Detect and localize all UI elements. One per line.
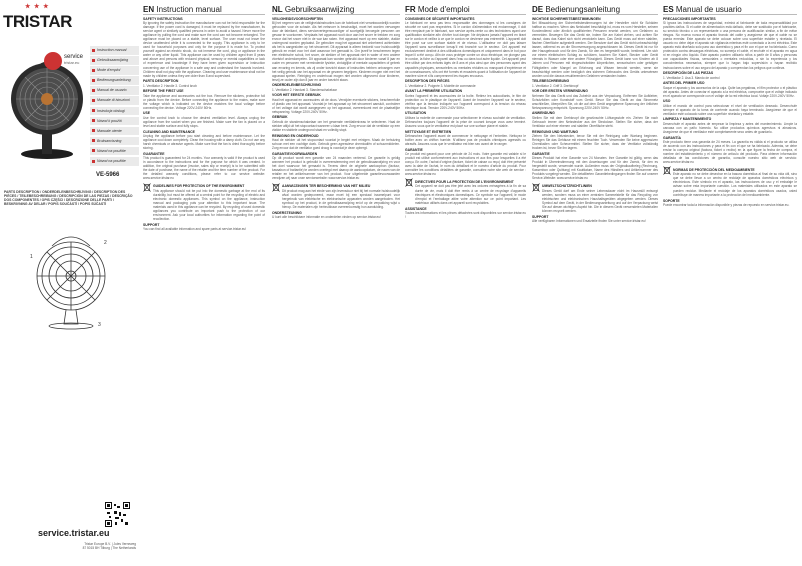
- qr-code: [105, 502, 130, 527]
- column-title: [532, 0, 658, 15]
- brand-logo: ★ ★ ★ TRISTAR: [3, 4, 72, 31]
- svg-text:3: 3: [98, 322, 101, 328]
- language-tab[interactable]: Mode d'emploi: [90, 66, 139, 75]
- section-heading: UTILISATION: [405, 111, 427, 116]
- language-column-fr: [405, 0, 526, 566]
- section-heading: BEFORE THE FIRST USE: [143, 89, 184, 94]
- crossed-bin-icon: [143, 183, 151, 192]
- section-heading: SAFETY INSTRUCTIONS: [143, 16, 183, 21]
- service-label: service tristar.eu: [64, 54, 84, 65]
- section-text: 1. Ventilador 2. Asa 3. Mando de control: [663, 75, 720, 80]
- section-heading: NETTOYAGE ET ENTRETIEN: [405, 129, 452, 134]
- manual-title: Manual de usuario: [673, 5, 742, 14]
- section-heading: GEBRUIK: [272, 115, 288, 120]
- section-heading: CONSIGNES DE SÉCURITÉ IMPORTANTES: [405, 16, 475, 21]
- model-number: VE-5966: [96, 172, 120, 178]
- section-heading: VOR DER ERSTEN VERWENDUNG: [532, 89, 588, 94]
- section-heading: ONDERDELENBESCHRIJVING: [272, 83, 322, 88]
- section-text: Unplug the appliance before you start cleaning and before maintenance. Let the appliance cool down completely. Clean the housing with a damp cloth. Do not use any harsh chemicals or abrasive agents. Make sure that the fan is dried thoroughly before storing.: [143, 134, 265, 151]
- section-heading: ANTES DEL PRIMER USO: [663, 81, 705, 86]
- section-heading: NORMAS DE PROTECCIÓN DEL MEDIOAMBIENTE: [673, 167, 755, 172]
- section-heading: SOPORTE: [663, 198, 680, 203]
- section-text: Alle verfügbaren Informationen und Ersatzteile finden Sie unter service.tristar.eu!: [532, 219, 646, 224]
- section-text: Utilice el mando de control para seleccionar el nivel de ventilación deseado. Desenchufe siempre el aparato de la toma de corriente cuando haya terminado. Asegúrese de que el ventilador esté colocado sobre una superficie nivelada y estable.: [663, 103, 797, 116]
- section-text: Bei Missachtung der Sicherheitsbestimmungen ist der Hersteller nicht für Schäden haftbar zu machen. Wenn das Netzkabel beschädigt ist, muss es vom Hersteller, seinem Kundendienst oder ähnlich qualifizierten Personen ersetzt werden, um Gefahren zu vermeiden. Bewegen Sie das Gerät nie, indem Sie am Kabel ziehen, und achten Sie darauf, dass das Kabel sich nicht verwickeln kann. Das Gerät muss auf einer stabilen, flachen Oberfläche aufgestellt werden. Der Benutzer darf das Gerät nicht unbeaufsichtigt lassen, während es an die Stromversorgung angeschlossen ist. Dieses Gerät ist nur für den Hausgebrauch und für den Zweck, für den es hergestellt wurde, bestimmt. Um sich vor einem elektrischen Schlag zu schützen, tauchen Sie Kabel, Stecker oder Gerät niemals in Wasser oder eine andere Flüssigkeit. Dieses Gerät kann von Kindern ab 8 Jahren und Personen mit eingeschränkten körperlichen, sensorischen oder geistigen Fähigkeiten oder Mangel an Erfahrung und Wissen benutzt werden, wenn sie beaufsichtigt werden oder bezüglich des sicheren Gebrauchs des Geräts unterwiesen wurden und die daraus resultierenden Gefahren verstanden haben.: [532, 21, 658, 78]
- section-heading: GARANTIE: [405, 147, 423, 152]
- language-tab[interactable]: Instruction manual: [90, 46, 139, 55]
- manual-title: Mode d'emploi: [415, 5, 470, 14]
- section-text: Haal de stekker uit het stopcontact voordat je begint met reinigen. Maak de behuizing schoon met een vochtige doek. Gebruik geen agressieve chemicaliën of schuurmiddelen. Zorg ervoor dat de ventilator goed droog is voordat je deze opbergt.: [272, 138, 400, 151]
- section-heading: GUIDELINES FOR PROTECTION OF THE ENVIRONMENT: [153, 184, 245, 188]
- manual-title: Gebruiksaanwijzing: [282, 5, 355, 14]
- section-text: Cet appareil ne doit pas être jeté avec les ordures ménagères à la fin de sa durée de vie, mais il doit être remis à un centre de recyclage d'appareils électriques et électroniques domestiques. Ce symbole sur l'appareil, le mode d'emploi et l'emballage attire votre attention sur ce point important. Les matériaux utilisés dans cet appareil sont recyclables.: [415, 184, 526, 205]
- footer-address: Tristar Europe B.V. | Jules Verneweg 87 5015 BH Tilburg | The Netherlands: [82, 542, 136, 550]
- language-tab[interactable]: Instrukcja obsługi: [90, 107, 139, 116]
- language-code: EN: [143, 5, 155, 14]
- section-text: Puede encontrar toda la información disponible y piezas de repuesto en service.tristar.eu.: [663, 203, 790, 208]
- environment-text: [282, 183, 400, 210]
- flag-icon: [92, 160, 95, 163]
- section-text: Ziehen Sie den Netzstecker, bevor Sie mit der Reinigung oder Wartung beginnen. Reinigen Sie das Gehäuse mit einem feuchten Tuch. Verwenden Sie keine aggressiven Chemikalien oder Scheuermittel. Stellen Sie sicher, dass der Ventilator vollständig trocken ist, bevor Sie ihn lagern.: [532, 134, 658, 151]
- column-body: [272, 17, 400, 220]
- language-column-es: [663, 0, 797, 566]
- section-heading: LIMPIEZA Y MANTENIMIENTO: [663, 117, 712, 122]
- section-heading: REINIGUNG UND WARTUNG: [532, 129, 578, 134]
- column-title: [405, 0, 526, 15]
- section-heading: SUPPORT: [532, 214, 549, 219]
- section-heading: ONDERSTEUNING: [272, 210, 302, 215]
- section-text: Bij het negeren van de veiligheidsinstructies kan de fabrikant niet verantwoordelijk worden gehouden voor de schade. Als het netsnoer is beschadigd, moet het worden vervangen door de fabrikant, diens servicevertegenwoordiger of soortgelijk bevoegde personen om gevaar te voorkomen. Verplaats het apparaat nooit door aan het snoer te trekken en zorg ervoor dat het snoer niet in de war kan raken. Het apparaat moet op een stabiele, vlakke ondergrond worden geplaatst. De gebruiker mag het apparaat niet onbeheerd achterlaten als het is aangesloten op het stroomnet. Dit apparaat is alleen bedoeld voor huishoudelijk gebruik en enkel voor het doel waarvoor het gemaakt is. Om jezelf te beschermen tegen een elektrische schok, het snoer, de stekker of het apparaat niet in water of een andere vloeistof onderdompelen. Dit apparaat kan worden gebruikt door kinderen vanaf 8 jaar en ouder en personen met verminderde fysieke, zintuiglijke of mentale capaciteiten of gebrek aan ervaring en kennis, als zij onder toezicht staan of instructies hebben ontvangen over het veilig gebruik van het apparaat en de gevaren begrijpen. Kinderen mogen niet met het apparaat spelen. Reiniging en onderhoud mogen niet worden uitgevoerd door kinderen, tenzij ze ouder zijn dan 8 jaar en onder toezicht staan.: [272, 21, 400, 82]
- environment-text: [542, 183, 658, 214]
- section-heading: DESCRIPTION DES PIÈCES: [405, 79, 450, 84]
- svg-text:1: 1: [30, 254, 33, 260]
- environment-block: [663, 166, 797, 197]
- parts-description-title: PARTS DESCRIPTION / ONDERDELENBESCHRIJVING / DESCRIPTION DES PIÈCES / TEILEBESCHREIBUNG / DESCRIPCIÓN DE LAS PIEZAS / DESCRIÇÃO DOS COMPONENTES / OPIS CZĘŚCI / DESCRIZIONE DELLE PARTI / BESKRIVNING AV DELAR / POPIS SOUČÁSTÍ / POPIS SÚČASTÍ: [4, 190, 133, 207]
- crossed-bin-icon: [272, 183, 280, 192]
- language-tab[interactable]: Bruksanvisning: [90, 137, 139, 146]
- section-text: Toutes les informations et les pièces détachées sont disponibles sur service.tristar.eu !: [405, 211, 526, 220]
- section-text: 1. Ventilator 2. Griff 3. Drehknopf: [532, 83, 579, 88]
- language-code: NL: [272, 5, 283, 14]
- flag-icon: [92, 79, 95, 82]
- section-text: 1. Ventilateur 2. Poignée 3. Molette de commande: [405, 83, 476, 88]
- language-column-nl: [272, 0, 400, 566]
- crossed-bin-icon: [405, 178, 413, 187]
- section-heading: PARTS DESCRIPTION: [143, 79, 179, 84]
- environment-block: [143, 183, 265, 222]
- flag-icon: [92, 129, 95, 132]
- language-column-en: [143, 0, 265, 566]
- column-body: [405, 17, 526, 220]
- language-code: ES: [663, 5, 674, 14]
- section-text: 1. Ventilator 2. Handle 3. Control knob: [143, 83, 197, 88]
- section-heading: VOOR HET EERSTE GEBRUIK: [272, 93, 321, 98]
- section-text: Gebruik de standenschakelaar om het gewenste ventilatieniveau te selecteren. Haal de stekker altijd uit het stopcontact wanneer u klaar bent. Zorg ervoor dat de ventilator op een vlakke en stabiele ondergrond staat en volledig stopt.: [272, 119, 400, 133]
- section-text: Le fabricant ne sera pas tenu responsable des dommages si les consignes de sécurité ne sont pas respectées. Si le cordon d'alimentation est endommagé, il doit être remplacé par le fabricant, son service après-vente ou des techniciens ayant une qualification similaire afin d'éviter tout danger. Ne déplacez jamais l'appareil en tirant sur le cordon et veillez à ce que le cordon ne devienne pas entremêlé. L'appareil doit être posé sur une surface stable et de niveau. L'utilisateur ne doit pas laisser l'appareil sans surveillance lorsqu'il est branché sur le secteur. Cet appareil est exclusivement destiné à des utilisations domestiques et uniquement dans le but pour lequel il a été conçu. Afin de vous protéger contre un choc électrique, ne plongez pas le cordon, la fiche ou l'appareil dans l'eau ou dans tout autre liquide. Cet appareil peut être utilisé par des enfants âgés de 8 ans et plus ainsi que des personnes ayant des capacités physiques, sensorielles ou mentales réduites ou manquant d'expérience et de connaissances, s'ils ont été formés et encadrés quant à l'utilisation de l'appareil de manière sûre et s'ils comprennent les risques encourus.: [405, 21, 526, 78]
- section-text: Use the control knob to choose the desired ventilation level. Always unplug the appliance from the socket when you are finished. Make sure the fan is placed on a level and stable surface and fully stops.: [143, 115, 265, 128]
- column-body: [143, 17, 265, 232]
- section-heading: USE: [143, 111, 150, 116]
- section-text: Dit product mag aan het einde van zijn levensduur niet bij het normale huishoudelijk afval worden gedeponeerd, maar moet bij een speciaal inzamelpunt voor hergebruik van elektrische en elektronische apparaten worden aangeboden. Het symbool op het product, in de gebruiksaanwijzing en/of op de verpakking wijst u hierop. De materialen zijn herbruikbaar overeenkomstig hun aanduiding.: [282, 188, 400, 209]
- flag-icon: [92, 119, 95, 122]
- section-text: Ce produit est garanti pour une période de 24 mois. Votre garantie est valable si le produit est utilisé conformément aux instructions et aux fins pour lesquelles il a été conçu. En outre, l'achat d'origine (facture, ticket de caisse ou reçu) doit être présenté avec la date de l'achat, le nom du détaillant et le numéro d'article du produit. Pour connaître les conditions détaillées de garantie, consultez notre site web de service : www.service.tristar.eu: [405, 152, 526, 177]
- section-text: Este aparato no se debe desechar en la basura doméstica al final de su vida útil, sino que se debe llevar a un centro de reciclaje de aparatos domésticos eléctricos y electrónicos. Este símbolo en el aparato, las instrucciones de uso y el embalaje le avisan sobre esta importante cuestión. Los materiales utilizados en este aparato se pueden reciclar. Mediante el reciclaje de los aparatos domésticos usados, usted contribuye de manera importante a la protección del medioambiente.: [673, 172, 797, 197]
- flag-icon: [92, 99, 95, 102]
- language-tab[interactable]: Návod k použití: [90, 117, 139, 126]
- manual-title: Bedienungsanleitung: [543, 5, 621, 14]
- section-heading: AVANT LA PREMIÈRE UTILISATION: [405, 89, 463, 94]
- flag-icon: [92, 69, 95, 72]
- section-heading: WICHTIGE SICHERHEITSBESTIMMUNGEN: [532, 16, 601, 21]
- section-heading: ASSISTANCE: [405, 206, 427, 211]
- section-text: This appliance should not be put into the domestic garbage at the end of its durability, but must be offered at a central point for the recycling of electric and electronic domestic appliances. This symbol on the appliance, instruction manual and packaging puts your attention to this important issue. The materials used in this appliance can be recycled. By recycling of used domestic appliances you contribute an important push to the protection of our environment. Ask your local authorities for information regarding the point of recollection.: [153, 188, 265, 221]
- section-heading: REINIGING EN ONDERHOUD: [272, 133, 319, 138]
- column-body: [663, 17, 797, 208]
- section-text: 1. Ventilator 2. Handvat 3. Standenschakelaar: [272, 87, 337, 92]
- language-tab[interactable]: Manual de usuario: [90, 86, 139, 95]
- section-heading: UMWELTSCHUTZRICHTLINIEN: [542, 184, 592, 188]
- section-text: Take the appliance and accessories out the box. Remove the stickers, protective foil or plastic from the device. Before connecting the appliance to the mains, make sure the voltage which is indicated on the device matches the local voltage before connecting the device. Voltage 220V-240V 50Hz.: [143, 93, 265, 110]
- service-badge-icon: [44, 52, 62, 70]
- flag-icon: [92, 139, 95, 142]
- column-body: [532, 17, 658, 224]
- section-heading: AANWIJZINGEN TER BESCHERMING VAN HET MILIEU: [282, 184, 371, 188]
- flag-icon: [92, 109, 95, 112]
- section-text: Desenchufe el aparato antes de empezar la limpieza y antes del mantenimiento. Limpie la carcasa con un paño húmedo. No utilice productos químicos agresivos ni abrasivos. Asegúrese de que el ventilador esté completamente seco antes de guardarlo.: [663, 121, 797, 134]
- section-text: This product is guaranteed for 24 months. Your warranty is valid if the product is used in accordance to the instructions and for the purpose for which it was created. In addition, the original purchase (invoice, sales slip or receipt) is to be submitted with the date of purchase, the name of the retailer and the item number of the product. For the detailed warranty conditions, please refer to our service website: www.service.tristar.eu: [143, 156, 265, 181]
- flag-icon: [92, 59, 95, 62]
- section-heading: CLEANING AND MAINTENANCE: [143, 129, 195, 134]
- flag-icon: [92, 149, 95, 152]
- environment-text: [673, 166, 797, 197]
- section-text: Sortez l'appareil et les accessoires de la boîte. Retirez les autocollants, le film de protection ou le plastique de l'appareil. Avant de brancher l'appareil sur le secteur, vérifiez que la tension indiquée sur l'appareil correspond à la tension du réseau électrique local. Tension 220V-240V 50Hz.: [405, 93, 526, 110]
- fan-line-drawing: [22, 228, 120, 332]
- section-text: Nehmen Sie das Gerät und das Zubehör aus der Verpackung. Entfernen Sie Aufkleber, Schutzfolien oder Kunststoff vom Gerät. Bevor Sie das Gerät an das Stromnetz anschließen, überprüfen Sie, ob die auf dem Gerät angegebene Spannung der örtlichen Netzspannung entspricht. Spannung 220V-240V 50Hz.: [532, 93, 658, 110]
- language-tab[interactable]: Návod na použitie: [90, 147, 139, 156]
- column-title: [663, 0, 797, 15]
- language-tab[interactable]: Gebruiksaanwijzing: [90, 56, 139, 65]
- crossed-bin-icon: [663, 166, 671, 175]
- section-heading: SUPPORT: [143, 222, 160, 227]
- section-heading: DESCRIPCIÓN DE LAS PIEZAS: [663, 71, 714, 76]
- section-heading: GARANTIE: [532, 151, 550, 156]
- section-text: Este producto tiene una garantía de 24 meses. La garantía es válida si el producto se utiliza de acuerdo con las instrucciones y para el fin con el que se ha fabricado. Además, se debe enviar la compra original (factura, ticket o recibo) en la que figure la fecha de compra, el nombre del establecimiento y el número de artículo del producto. Para obtener información detallada de las condiciones de garantía, consulte nuestro sitio web de servicio: www.service.tristar.eu: [663, 140, 797, 165]
- section-heading: GARANTIEVOORWAARDEN: [272, 151, 318, 156]
- section-text: Stellen Sie mit dem Drehknopf die gewünschte Lüftungsstufe ein. Ziehen Sie nach Gebrauch immer den Netzstecker aus der Steckdose. Stellen Sie sicher, dass der Ventilator auf einer ebenen und stabilen Oberfläche steht.: [532, 115, 658, 128]
- environment-block: [272, 183, 400, 210]
- column-title: [272, 0, 400, 15]
- section-text: Dieses Produkt hat eine Garantie von 24 Monaten. Ihre Garantie ist gültig, wenn das Produkt in Übereinstimmung mit den Anweisungen und für den Zweck, für den es hergestellt wurde, verwendet wurde. Außerdem muss der Originalkaufbeleg (Rechnung, Kassenbon oder Quittung) mit Kaufdatum, Name des Händlers und Artikelnummer des Produkts vorgelegt werden. Die detaillierten Garantiebedingungen finden Sie auf unserer Service-Website: www.service.tristar.eu: [532, 156, 658, 181]
- section-heading: TEILEBESCHREIBUNG: [532, 79, 570, 84]
- section-heading: GUARANTEE: [143, 151, 165, 156]
- language-code: DE: [532, 5, 544, 14]
- environment-text: [415, 178, 526, 205]
- environment-text: [153, 183, 265, 222]
- footer-service-url[interactable]: service.tristar.eu: [38, 528, 110, 538]
- section-heading: DIRECTIVES POUR LA PROTECTION DE L'ENVIRONNEMENT: [415, 179, 514, 184]
- language-tab[interactable]: Manuale di istruzioni: [90, 96, 139, 105]
- column-title: [143, 0, 265, 15]
- section-text: U kunt alle beschikbare informatie en onderdelen vinden op service.tristar.eu!: [272, 215, 381, 220]
- section-text: Haal het apparaat en accessoires uit de doos. Verwijder eventuele stickers, beschermfolie of plastic van het apparaat. Voordat je het apparaat op het stroomnet aansluit, controleer of het voltage dat wordt aangegeven op het apparaat, overeenkomt met de plaatselijke netspanning. Voltage 220V-240V 50Hz.: [272, 97, 400, 114]
- section-text: Dieses Gerät darf am Ende seiner Lebensdauer nicht im Hausmüll entsorgt werden, sondern muss an einer zentralen Sammelstelle für das Recycling von elektrischen und elektronischen Haushaltsgeräten abgegeben werden. Dieses Symbol auf dem Gerät, in der Bedienungsanleitung und auf der Verpackung weist Sie auf diesen wichtigen Aspekt hin. Die in diesem Gerät verwendeten Materialien können recycelt werden.: [542, 188, 658, 213]
- section-text: You can find all available information and spare parts at service.tristar.eu!: [143, 227, 247, 232]
- language-code: FR: [405, 5, 416, 14]
- environment-block: [405, 178, 526, 205]
- section-heading: GARANTÍA: [663, 135, 681, 140]
- svg-text:2: 2: [104, 240, 107, 246]
- environment-block: [532, 183, 658, 214]
- section-text: Si ignora las instrucciones de seguridad, eximirá al fabricante de toda responsabilidad por posibles daños. Si el cable de alimentación está dañado, debe ser sustituido por el fabricante, su servicio técnico o un representante o una persona de cualificación similar, a fin de evitar riesgos. No mueva nunca el aparato tirando del cable y asegúrese de que el cable no se pueda enredar. Este aparato se debe colocar sobre una superficie estable y nivelada. El usuario no debe dejar el aparato sin vigilancia mientras esté conectado a la red eléctrica. Este aparato está diseñado solo para uso doméstico y para el fin con el que se ha fabricado. Como protección contra descargas eléctricas, no sumerja el cable, el enchufe ni el aparato en agua ni en ningún otro líquido. Este aparato pueden utilizarlo niños a partir de 8 años y personas con capacidades físicas, sensoriales o mentales reducidas, o sin la experiencia y los conocimientos necesarios, siempre que lo hagan bajo supervisión o hayan recibido instrucciones sobre el uso seguro del aparato y comprendan los peligros que conlleva.: [663, 21, 797, 70]
- section-heading: USO: [663, 99, 671, 104]
- section-heading: PRECAUCIONES IMPORTANTES: [663, 16, 716, 21]
- language-tab[interactable]: Manuale utente: [90, 127, 139, 136]
- language-column-de: [532, 0, 658, 566]
- flag-icon: [92, 49, 95, 52]
- section-text: Saque el aparato y los accesorios de la caja. Quite las pegatinas, el film protector o el plástico del aparato. Antes de conectar el aparato a la red eléctrica, compruebe que el voltaje indicado en el aparato se corresponde con el voltaje de la red eléctrica local. Voltaje 220V-240V 50Hz.: [663, 85, 797, 98]
- crossed-bin-icon: [532, 183, 540, 192]
- logo-stars-icon: ★ ★ ★: [25, 4, 50, 10]
- language-index: [90, 46, 139, 167]
- section-text: Utilisez la molette de commande pour sélectionner le niveau souhaité de ventilation. Débranchez toujours l'appareil de la prise de courant lorsque vous avez terminé. Assurez-vous que le ventilateur est placé sur une surface plane et stable.: [405, 115, 526, 128]
- flag-icon: [92, 89, 95, 92]
- section-heading: ANWENDUNG: [532, 111, 555, 116]
- language-tab[interactable]: Návod na použitie: [90, 157, 139, 166]
- section-heading: VEILIGHEIDSVOORSCHRIFTEN: [272, 16, 323, 21]
- section-text: By ignoring the safety instruction the manufacturer can not be held responsible for the damage. If the power cord is damaged, it must be replaced by the manufacturer, its service agent or similarly qualified persons in order to avoid a hazard. Never move the appliance by pulling the cord and make sure the cord can not become entangled. The appliance must be placed on a stable, level surface. The user must not leave the device unattended while it is connected to the supply. This appliance is only to be used for household purposes and only for the purpose it is made for. To protect yourself against an electric shock, do not immerse the cord, plug or appliance in the water or any other liquid. This appliance can be used by children aged from 8 years and above and persons with reduced physical, sensory or mental capabilities or lack of experience and knowledge if they have been given supervision or instruction concerning use of the appliance in a safe way and understand the hazards involved. Children shall not play with the appliance. Cleaning and user maintenance shall not be made by children unless they are older than 8 and supervised.: [143, 21, 265, 78]
- language-tab[interactable]: Bedienungsanleitung: [90, 76, 139, 85]
- cover-panel: [0, 0, 139, 566]
- section-text: Op dit product wordt een garantie van 24 maanden verleend. De garantie is geldig wanneer het product is gebruikt in overeenstemming met de gebruiksaanwijzing en voor het doel waarvoor het gemaakt is. Tevens dient de originele aankoopbon (factuur, kassabon of kwitantie) te worden overlegd met daarop de aankoopdatum, de naam van de retailer en het artikelnummer van het product. Voor uitgebreide garantievoorwaarden verwijzen wij naar onze servicewebsite: www.service.tristar.eu: [272, 156, 400, 181]
- manual-title: Instruction manual: [154, 5, 222, 14]
- section-text: Débranchez l'appareil avant de commencer le nettoyage et l'entretien. Nettoyez le boîtier avec un chiffon humide. N'utilisez pas de produits chimiques agressifs ou abrasifs. Assurez-vous que le ventilateur est bien sec avant de le ranger.: [405, 134, 526, 147]
